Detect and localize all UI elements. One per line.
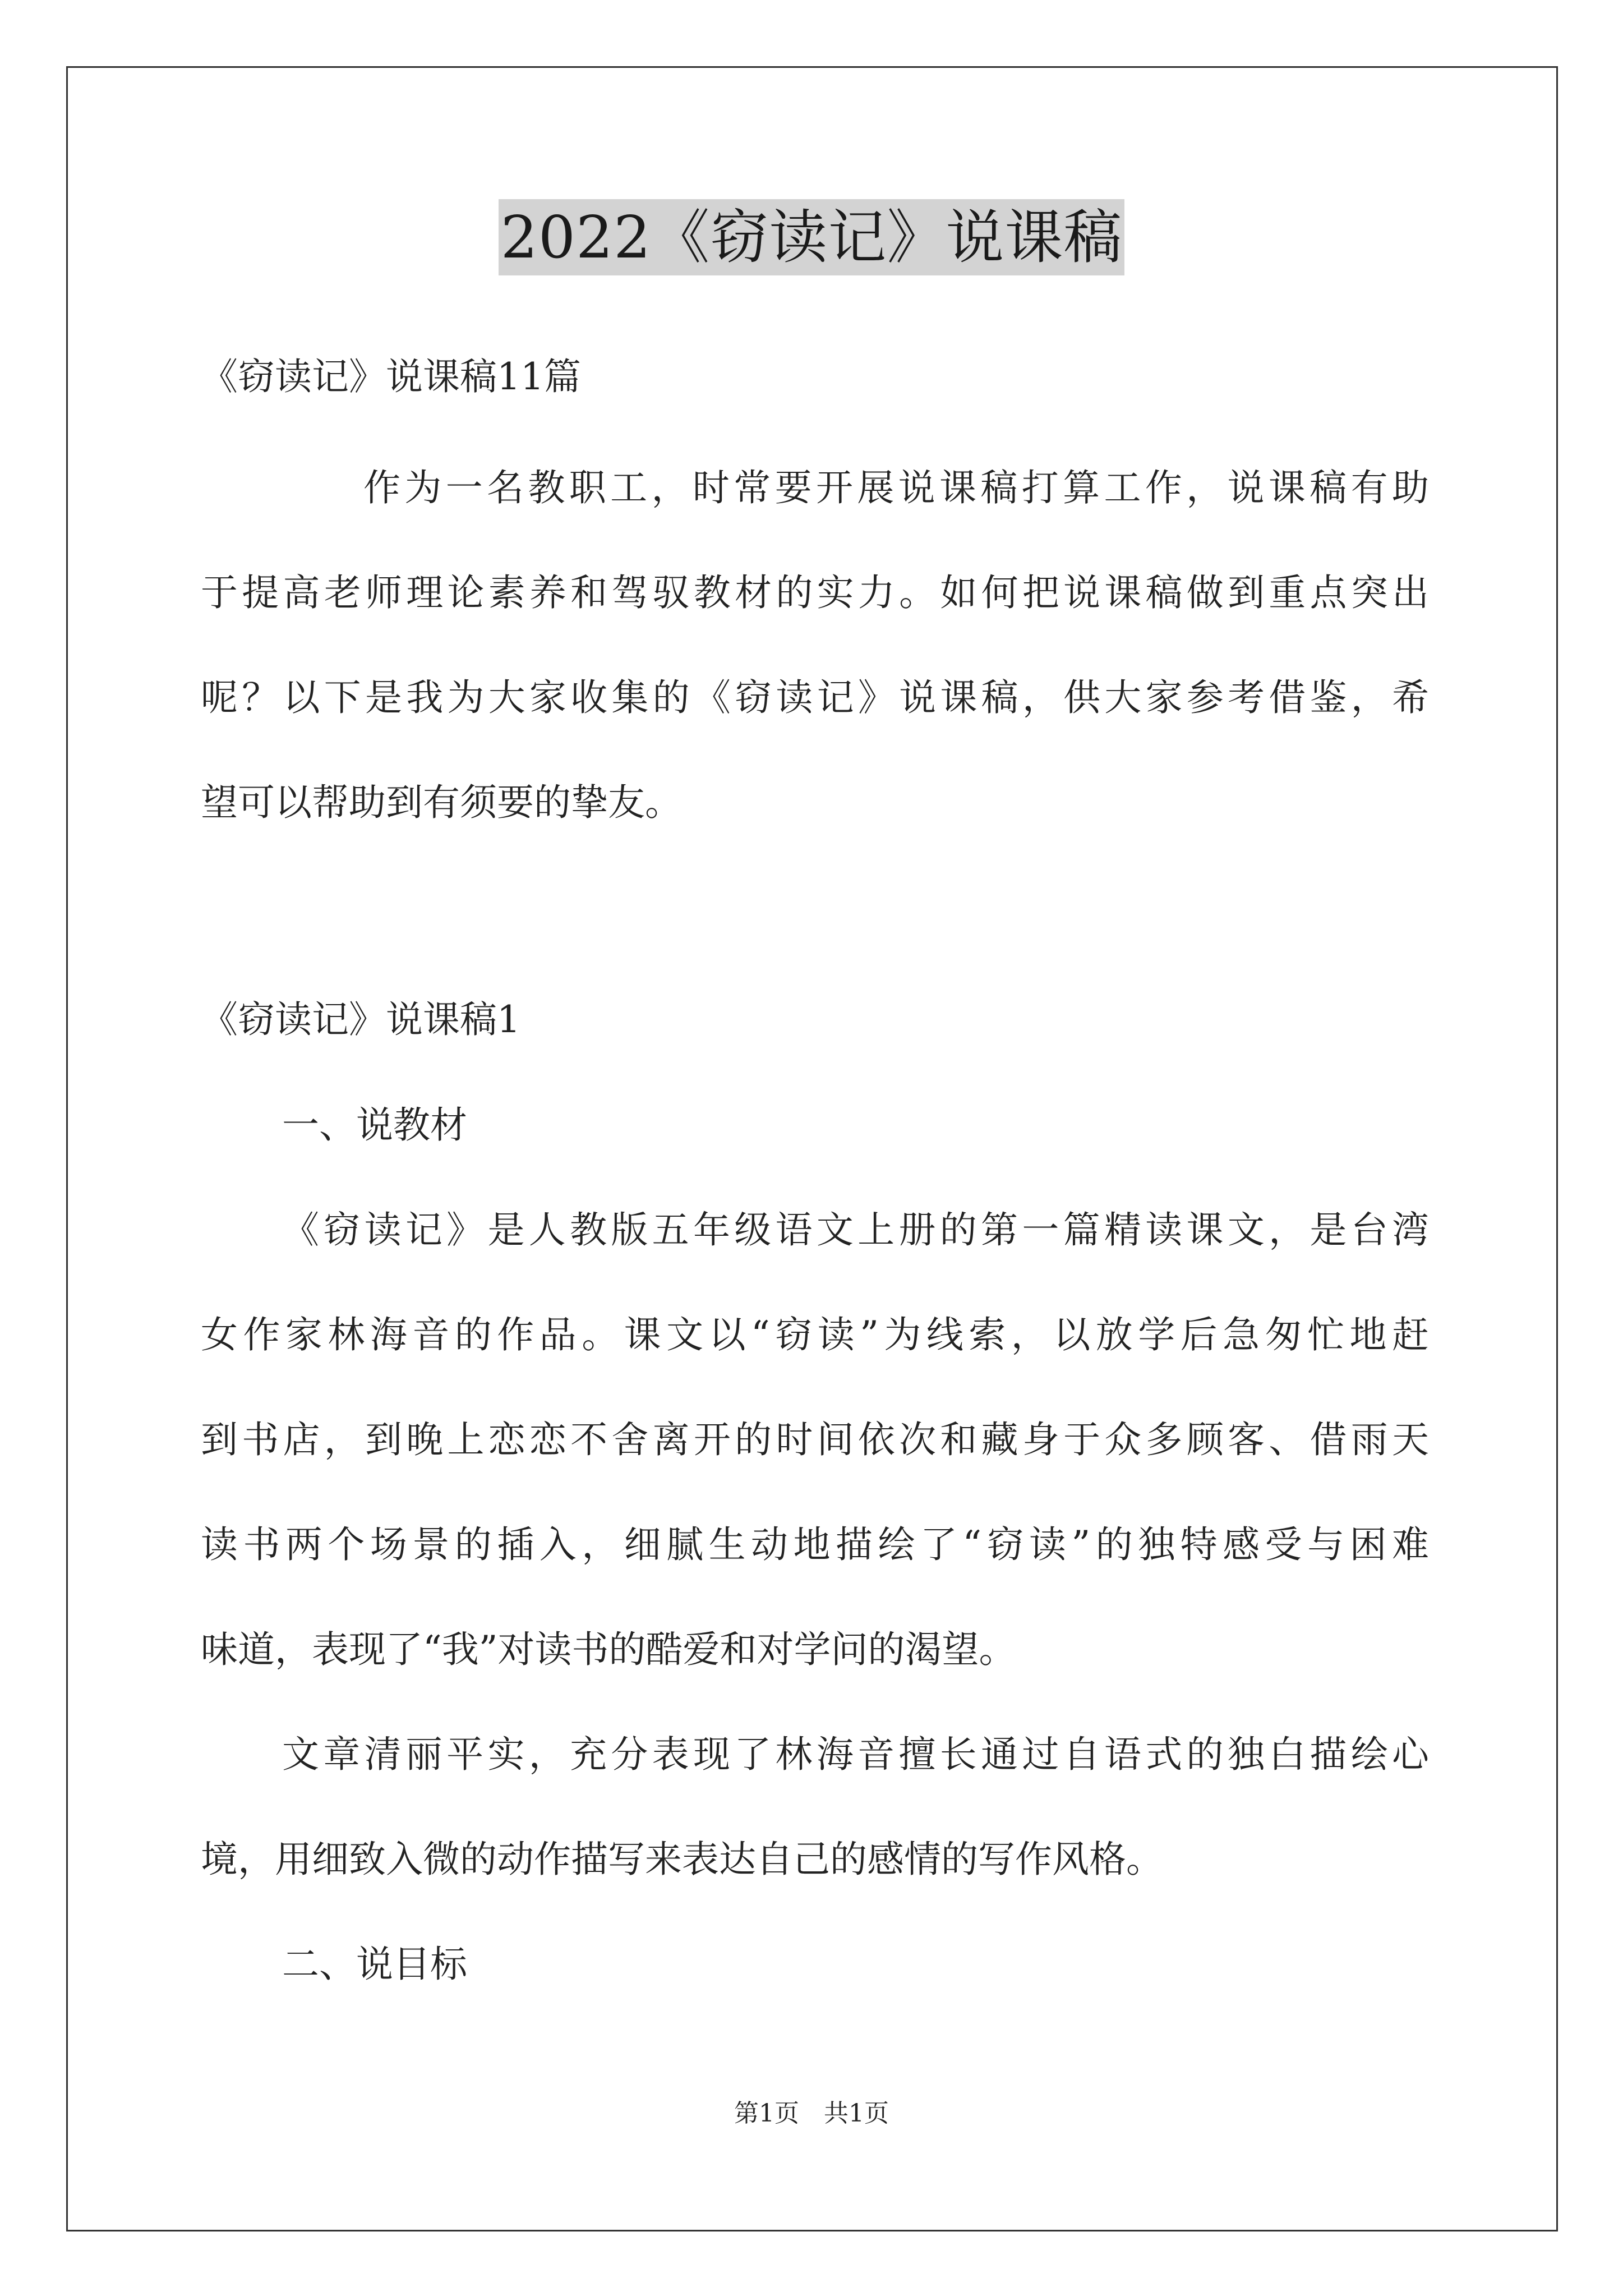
title-container [0, 199, 1623, 275]
section-title: 《窃读记》说课稿1 [201, 998, 520, 1041]
intro-line-2: 于提高老师理论素养和驾驭教材的实力。如何把说课稿做到重点突出 [201, 571, 1429, 614]
para2-line-1: 文章清丽平实，充分表现了林海音擅长通过自语式的独白描绘心 [282, 1733, 1429, 1776]
intro-line-1: 作为一名教职工，时常要开展说课稿打算工作，说课稿有助 [363, 466, 1429, 509]
heading-materials: 一、说教材 [282, 1103, 467, 1147]
para1-line-1: 《窃读记》是人教版五年级语文上册的第一篇精读课文，是台湾 [282, 1208, 1429, 1251]
para1-line-3: 到书店，到晚上恋恋不舍离开的时间依次和藏身于众多顾客、借雨天 [201, 1418, 1429, 1461]
intro-line-4: 望可以帮助到有须要的挚友。 [201, 781, 682, 824]
para1-line-4: 读书两个场景的插入，细腻生动地描绘了“窃读”的独特感受与困难 [201, 1523, 1429, 1566]
intro-line-3: 呢？以下是我为大家收集的《窃读记》说课稿，供大家参考借鉴，希 [201, 676, 1429, 719]
para1-line-5: 味道，表现了“我”对读书的酷爱和对学问的渴望。 [201, 1628, 1016, 1671]
heading-objectives: 二、说目标 [282, 1943, 467, 1986]
page-footer: 第1页 共1页 [734, 2099, 889, 2128]
document-subtitle: 《窃读记》说课稿11篇 [201, 355, 581, 398]
para1-line-2: 女作家林海音的作品。课文以“窃读”为线索，以放学后急匆忙地赶 [201, 1313, 1429, 1356]
document-title: 2022《窃读记》说课稿 [499, 199, 1125, 275]
para2-line-2: 境，用细致入微的动作描写来表达自己的感情的写作风格。 [201, 1838, 1163, 1881]
